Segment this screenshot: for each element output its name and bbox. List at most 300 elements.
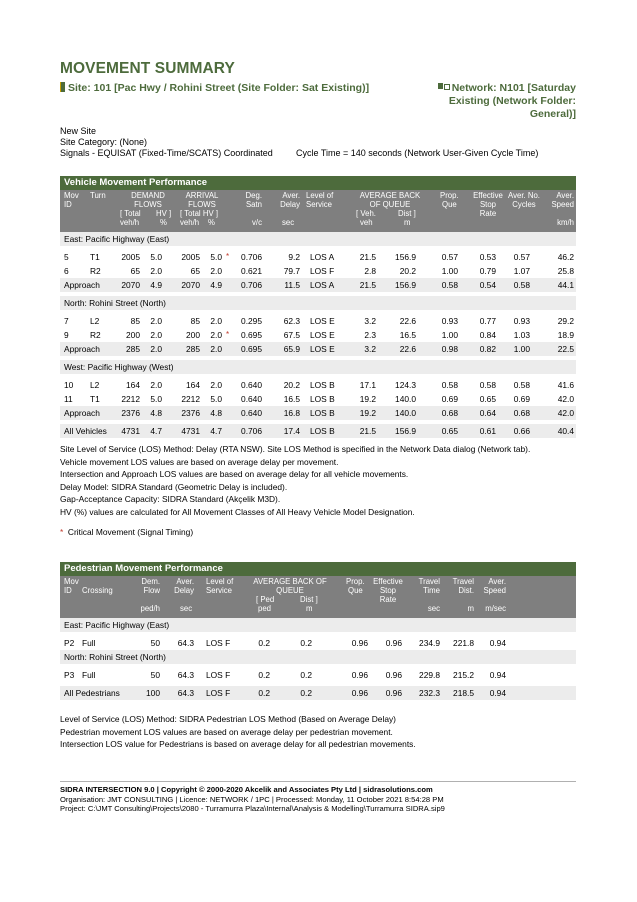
note-line: Vehicle movement LOS values are based on average delay per movement.	[60, 456, 339, 467]
ped-hdr-flow: Flow	[143, 586, 160, 595]
cell-prop: 0.65	[441, 426, 458, 436]
cell-delay: 62.3	[283, 316, 300, 326]
hdr-cycles: Cycles	[512, 200, 536, 209]
critical-star-icon: *	[60, 527, 64, 537]
cell-veh: 19.2	[359, 394, 376, 404]
signals-info: Signals - EQUISAT (Fixed-Time/SCATS) Coordinated	[60, 148, 273, 158]
cell-stop: 0.53	[479, 252, 496, 262]
hdr-demand-unit: veh/h	[120, 218, 140, 227]
cell-flow: 50	[150, 638, 160, 648]
cell-spd: 46.2	[557, 252, 574, 262]
cell-ahv: 2.0	[210, 266, 222, 276]
table-row	[60, 668, 576, 682]
cell-tdist: 215.2	[453, 670, 474, 680]
cell-veh: 19.2	[359, 408, 376, 418]
site-category: Site Category: (None)	[60, 137, 148, 147]
cell-at: 65	[190, 266, 200, 276]
cell-at: 285	[186, 344, 200, 354]
cell-dt: 4731	[121, 426, 140, 436]
cell-ahv: 2.0	[210, 330, 222, 340]
hdr-satn: Satn	[245, 200, 262, 209]
note-line: Level of Service (LOS) Method: SIDRA Pedestrian LOS Method (Based on Average Delay)	[60, 714, 396, 724]
cell-at: 85	[190, 316, 200, 326]
cell-prop: 0.96	[351, 638, 368, 648]
cell-los: LOS A	[310, 252, 335, 262]
network-label-line3: General)]	[529, 108, 576, 120]
cell-stop: 0.82	[479, 344, 496, 354]
ped-hdr-queue-ped: [ Ped	[256, 595, 275, 604]
hdr-demand: DEMAND	[131, 191, 165, 200]
cell-time: 229.8	[419, 670, 440, 680]
cell-dist: 0.2	[300, 670, 312, 680]
cell-ahv: 2.0	[210, 344, 222, 354]
cell-stop: 0.96	[385, 638, 402, 648]
hdr-speed-unit: km/h	[557, 218, 574, 227]
cell-dt: 85	[130, 316, 140, 326]
cell-stop: 0.61	[479, 426, 496, 436]
cell-id: 7	[64, 316, 69, 326]
ped-hdr-queue-m: m	[306, 604, 313, 613]
cell-cyc: 1.07	[513, 266, 530, 276]
cell-delay: 64.3	[177, 670, 194, 680]
table-row	[60, 250, 576, 264]
cell-cyc: 1.00	[513, 344, 530, 354]
cell-dt: 200	[126, 330, 140, 340]
cell-at: 200	[186, 330, 200, 340]
cell-at: 4731	[181, 426, 200, 436]
cell-dt: 164	[126, 380, 140, 390]
ped-hdr-queue-ped-unit: ped	[258, 604, 272, 613]
cell-dist: 20.2	[399, 266, 416, 276]
cell-vc: 0.706	[241, 280, 262, 290]
cell-cyc: 0.57	[513, 252, 530, 262]
cell-at: 164	[186, 380, 200, 390]
cell-dhv: 4.8	[150, 408, 162, 418]
cell-delay: 67.5	[283, 330, 300, 340]
vehicle-table-header	[60, 190, 576, 232]
critical-legend-label: Critical Movement (Signal Timing)	[67, 527, 194, 537]
hdr-delay-unit: sec	[282, 218, 295, 227]
cell-turn: R2	[90, 330, 101, 340]
cell-ped: 0.2	[258, 638, 270, 648]
cell-spd: 0.94	[489, 638, 506, 648]
cell-dist: 140.0	[395, 408, 416, 418]
note-line: Intersection LOS value for Pedestrians is based on average delay for all pedestrian movements.	[60, 739, 416, 750]
cell-ahv: 2.0	[210, 380, 222, 390]
cell-stop: 0.65	[479, 394, 496, 404]
cell-crossing: Full	[82, 670, 96, 680]
ped-hdr-crossing: Crossing	[82, 586, 113, 595]
table-row	[60, 328, 576, 342]
ped-hdr-travel-dist: Travel	[452, 577, 474, 586]
cell-veh: 21.5	[359, 280, 376, 290]
cell-id: P3	[64, 670, 75, 680]
cell-vc: 0.640	[241, 380, 262, 390]
cell-los: LOS E	[310, 344, 335, 354]
cell-id: All Pedestrians	[64, 688, 120, 698]
hdr-queue-dist: Dist ]	[398, 209, 416, 218]
footer	[60, 785, 445, 814]
cell-vc: 0.640	[241, 408, 262, 418]
cell-veh: 21.5	[359, 426, 376, 436]
cell-prop: 0.68	[441, 408, 458, 418]
cell-ahv: 2.0	[210, 316, 222, 326]
cell-ped: 0.2	[258, 688, 270, 698]
cell-delay: 20.2	[283, 380, 300, 390]
vehicle-notes	[60, 443, 530, 519]
hdr-arrival-flows: FLOWS	[188, 200, 216, 209]
cell-turn: T1	[90, 394, 100, 404]
cell-prop: 0.58	[441, 280, 458, 290]
cell-vc: 0.695	[241, 330, 262, 340]
network-label	[420, 82, 576, 121]
hdr-arrival: ARRIVAL	[185, 191, 219, 200]
cell-dt: 2070	[121, 280, 140, 290]
group-header: East: Pacific Highway (East)	[60, 618, 576, 632]
cell-dist: 22.6	[399, 316, 416, 326]
cell-stop: 0.54	[479, 280, 496, 290]
hdr-speed-aver: Aver.	[556, 191, 574, 200]
ped-hdr-id: ID	[64, 586, 72, 595]
cell-stop: 0.79	[479, 266, 496, 276]
cell-dhv: 4.7	[150, 426, 162, 436]
cell-prop: 0.69	[441, 394, 458, 404]
pedestrian-table-title: Pedestrian Movement Performance	[60, 562, 576, 576]
cell-id: P2	[64, 638, 75, 648]
cell-spd: 41.6	[557, 380, 574, 390]
cell-prop: 1.00	[441, 330, 458, 340]
cell-at: 2376	[181, 408, 200, 418]
cell-spd: 42.0	[557, 408, 574, 418]
ped-hdr-service: Service	[206, 586, 232, 595]
cell-id: 6	[64, 266, 69, 276]
ped-hdr-speed-aver: Aver.	[488, 577, 506, 586]
site-label	[60, 82, 369, 94]
hdr-aver-no: Aver. No.	[508, 191, 540, 200]
ped-hdr-que: Que	[348, 586, 363, 595]
cell-prop: 0.58	[441, 380, 458, 390]
cell-dhv: 2.0	[150, 330, 162, 340]
cell-dhv: 2.0	[150, 344, 162, 354]
ped-hdr-mov: Mov	[64, 577, 79, 586]
hdr-rate: Rate	[479, 209, 497, 218]
table-row	[60, 392, 576, 406]
cell-veh: 3.2	[364, 344, 376, 354]
vehicle-table-title: Vehicle Movement Performance	[60, 176, 576, 190]
hdr-demand-hv: HV ]	[156, 209, 172, 218]
group-header: East: Pacific Highway (East)	[60, 232, 576, 246]
cell-time: 234.9	[419, 638, 440, 648]
cell-dist: 156.9	[395, 252, 416, 262]
cell-id: 10	[64, 380, 74, 390]
network-label-line1: Network: N101 [Saturday	[451, 82, 576, 94]
cell-los: LOS F	[206, 688, 231, 698]
cell-at: 2070	[181, 280, 200, 290]
cell-delay: 64.3	[177, 688, 194, 698]
hdr-queue: AVERAGE BACK	[359, 191, 421, 200]
pedestrian-table	[60, 562, 576, 700]
table-row	[60, 314, 576, 328]
cell-turn: L2	[90, 380, 100, 390]
cell-spd: 25.8	[557, 266, 574, 276]
cell-dhv: 4.9	[150, 280, 162, 290]
hdr-demand-total: [ Total	[120, 209, 141, 218]
note-line: Pedestrian movement LOS values are based on average delay per pedestrian movement.	[60, 726, 393, 737]
cell-dist: 156.9	[395, 426, 416, 436]
cell-dhv: 2.0	[150, 266, 162, 276]
cell-delay: 79.7	[283, 266, 300, 276]
cell-cyc: 0.66	[513, 426, 530, 436]
group-header: West: Pacific Highway (West)	[60, 360, 576, 374]
cell-prop: 0.96	[351, 688, 368, 698]
cell-dist: 140.0	[395, 394, 416, 404]
cell-stop: 0.77	[479, 316, 496, 326]
table-row	[60, 636, 576, 650]
cell-ahv: 4.7	[210, 426, 222, 436]
ped-hdr-speed: Speed	[483, 586, 506, 595]
cell-veh: 2.3	[364, 330, 376, 340]
footer-line: Organisation: JMT CONSULTING | Licence: NETWORK / 1PC | Processed: Monday, 11 October 2021 8:54:28 PM	[60, 794, 444, 804]
ped-hdr-effective: Effective	[373, 577, 403, 586]
cell-delay: 64.3	[177, 638, 194, 648]
cell-tdist: 221.8	[453, 638, 474, 648]
critical-star-icon: *	[226, 252, 230, 261]
cell-dist: 0.2	[300, 638, 312, 648]
ped-hdr-queue-2: QUEUE	[276, 586, 304, 595]
cell-flow: 100	[146, 688, 160, 698]
hdr-demand-flows: FLOWS	[134, 200, 162, 209]
note-line: HV (%) values are calculated for All Movement Classes of All Heavy Vehicle Model Designation.	[60, 506, 415, 517]
note-line: Delay Model: SIDRA Standard (Geometric Delay is included).	[60, 481, 288, 492]
vehicle-table	[60, 176, 576, 438]
cell-veh: 17.1	[359, 380, 376, 390]
cell-at: 2212	[181, 394, 200, 404]
cell-stop: 0.58	[479, 380, 496, 390]
hdr-stop: Stop	[479, 200, 497, 209]
site-name: New Site	[60, 126, 97, 136]
site-label-text: Site: 101 [Pac Hwy / Rohini Street (Site Folder: Sat Existing)]	[68, 82, 370, 94]
ped-hdr-los: Level of	[206, 577, 234, 586]
cell-dt: 65	[130, 266, 140, 276]
cell-dist: 16.5	[399, 330, 416, 340]
group-header: North: Rohini Street (North)	[60, 296, 576, 310]
cell-vc: 0.295	[241, 316, 262, 326]
ped-hdr-delay-unit: sec	[180, 604, 193, 613]
cell-vc: 0.706	[241, 426, 262, 436]
hdr-mov: Mov	[64, 191, 79, 200]
hdr-arrival-pct: %	[208, 218, 215, 227]
cell-vc: 0.695	[241, 344, 262, 354]
cell-los: LOS F	[206, 670, 231, 680]
table-row	[60, 264, 576, 278]
pedestrian-table-body	[60, 618, 576, 700]
group-header: North: Rohini Street (North)	[60, 650, 576, 664]
cell-dist: 124.3	[395, 380, 416, 390]
cell-los: LOS B	[310, 426, 335, 436]
hdr-arrival-unit: veh/h	[180, 218, 200, 227]
cell-veh: 3.2	[364, 316, 376, 326]
cell-cyc: 0.58	[513, 280, 530, 290]
hdr-vc: v/c	[252, 218, 262, 227]
cell-prop: 0.93	[441, 316, 458, 326]
hdr-que: Que	[442, 200, 457, 209]
network-icon	[438, 83, 450, 90]
hdr-demand-pct: %	[160, 218, 167, 227]
pedestrian-table-header	[60, 576, 576, 618]
hdr-prop: Prop.	[440, 191, 459, 200]
network-label-line2: Existing (Network Folder:	[448, 95, 576, 107]
cell-spd: 22.5	[557, 344, 574, 354]
cell-dist: 156.9	[395, 280, 416, 290]
cell-cyc: 0.69	[513, 394, 530, 404]
cell-stop: 0.96	[385, 688, 402, 698]
cell-dt: 2212	[121, 394, 140, 404]
footer-divider	[60, 781, 576, 782]
cell-spd: 40.4	[557, 426, 574, 436]
cell-delay: 16.5	[283, 394, 300, 404]
cell-delay: 16.8	[283, 408, 300, 418]
cell-ahv: 4.8	[210, 408, 222, 418]
cell-prop: 0.96	[351, 670, 368, 680]
cell-veh: 21.5	[359, 252, 376, 262]
total-row	[60, 686, 576, 700]
cell-dt: 285	[126, 344, 140, 354]
cell-cyc: 0.58	[513, 380, 530, 390]
cell-los: LOS F	[206, 638, 231, 648]
cell-dist: 22.6	[399, 344, 416, 354]
hdr-deg: Deg.	[245, 191, 262, 200]
cell-cyc: 1.03	[513, 330, 530, 340]
cell-los: LOS B	[310, 408, 335, 418]
table-row	[60, 378, 576, 392]
ped-hdr-prop: Prop.	[346, 577, 365, 586]
vehicle-table-body	[60, 232, 576, 438]
cell-los: LOS B	[310, 380, 335, 390]
hdr-speed: Speed	[551, 200, 574, 209]
cell-vc: 0.706	[241, 252, 262, 262]
cell-delay: 9.2	[288, 252, 300, 262]
hdr-queue-veh-unit: veh	[360, 218, 373, 227]
ped-hdr-dist-unit: m	[467, 604, 474, 613]
approach-row	[60, 406, 576, 420]
ped-hdr-time: Time	[422, 586, 440, 595]
cell-cyc: 0.68	[513, 408, 530, 418]
cell-dhv: 5.0	[150, 252, 162, 262]
cell-dhv: 2.0	[150, 316, 162, 326]
hdr-los: Level of	[306, 191, 334, 200]
cell-spd: 18.9	[557, 330, 574, 340]
cell-ped: 0.2	[258, 670, 270, 680]
hdr-queue-2: OF QUEUE	[369, 200, 411, 209]
ped-hdr-aver: Aver.	[176, 577, 194, 586]
ped-hdr-flow-unit: ped/h	[140, 604, 160, 613]
hdr-id: ID	[64, 200, 72, 209]
cell-stop: 0.64	[479, 408, 496, 418]
cell-veh: 2.8	[364, 266, 376, 276]
cell-prop: 1.00	[441, 266, 458, 276]
cell-prop: 0.57	[441, 252, 458, 262]
cell-ahv: 5.0	[210, 394, 222, 404]
cell-dt: 2005	[121, 252, 140, 262]
cell-spd: 42.0	[557, 394, 574, 404]
cell-turn: L2	[90, 316, 100, 326]
cell-id: All Vehicles	[64, 426, 107, 436]
cell-id: 5	[64, 252, 69, 262]
hdr-turn: Turn	[90, 191, 106, 200]
ped-hdr-queue-dist: Dist ]	[300, 595, 318, 604]
hdr-delay: Delay	[280, 200, 300, 209]
cell-los: LOS A	[310, 280, 335, 290]
ped-hdr-travel: Travel	[418, 577, 440, 586]
cell-crossing: Full	[82, 638, 96, 648]
cell-los: LOS E	[310, 330, 335, 340]
ped-hdr-queue: AVERAGE BACK OF	[253, 577, 327, 586]
cell-los: LOS F	[310, 266, 335, 276]
cell-time: 232.3	[419, 688, 440, 698]
note-line: Gap-Acceptance Capacity: SIDRA Standard (Akçelik M3D).	[60, 494, 281, 505]
hdr-arrival-total: [ Total HV ]	[180, 209, 218, 218]
note-line: Intersection and Approach LOS values are based on average delay for all vehicle movements.	[60, 469, 409, 480]
note-line: Site Level of Service (LOS) Method: Delay (RTA NSW). Site LOS Method is specified in the Network Data dialog (Network tab).	[60, 444, 531, 454]
ped-hdr-speed-unit: m/sec	[485, 604, 506, 613]
hdr-aver: Aver.	[282, 191, 300, 200]
cell-cyc: 0.93	[513, 316, 530, 326]
cell-tdist: 218.5	[453, 688, 474, 698]
cell-id: Approach	[64, 344, 100, 354]
approach-row	[60, 278, 576, 292]
ped-hdr-dem: Dem.	[141, 577, 160, 586]
total-row	[60, 424, 576, 438]
cell-ahv: 4.9	[210, 280, 222, 290]
cell-id: Approach	[64, 280, 100, 290]
ped-hdr-stop: Stop	[379, 586, 397, 595]
cell-delay: 11.5	[284, 280, 300, 290]
critical-star-icon: *	[226, 330, 230, 339]
cell-los: LOS E	[310, 316, 335, 326]
ped-hdr-rate: Rate	[379, 595, 397, 604]
hdr-effective: Effective	[473, 191, 503, 200]
footer-line: SIDRA INTERSECTION 9.0 | Copyright © 2000-2020 Akcelik and Associates Pty Ltd | sidrasolutions.com	[60, 785, 433, 794]
cell-at: 2005	[181, 252, 200, 262]
cell-spd: 44.1	[557, 280, 574, 290]
cell-flow: 50	[150, 670, 160, 680]
cell-dhv: 2.0	[150, 380, 162, 390]
cell-dt: 2376	[121, 408, 140, 418]
cell-delay: 65.9	[283, 344, 300, 354]
cell-spd: 0.94	[489, 670, 506, 680]
critical-legend	[60, 526, 193, 539]
hdr-service: Service	[306, 200, 332, 209]
cell-los: LOS B	[310, 394, 335, 404]
cell-dist: 0.2	[300, 688, 312, 698]
cell-stop: 0.96	[385, 670, 402, 680]
hdr-queue-veh: [ Veh.	[356, 209, 376, 218]
ped-hdr-delay: Delay	[174, 586, 194, 595]
approach-row	[60, 342, 576, 356]
footer-line: Project: C:\JMT Consulting\Projects\2080 - Turramurra Plaza\Internal\Analysis & Modelling\Turramurra SIDRA.sip9	[60, 804, 445, 813]
ped-hdr-time-unit: sec	[427, 604, 440, 613]
site-icon	[60, 82, 65, 92]
cell-spd: 0.94	[489, 688, 506, 698]
cell-dhv: 5.0	[150, 394, 162, 404]
cell-turn: T1	[90, 252, 100, 262]
cell-id: 11	[64, 394, 73, 404]
cell-delay: 17.4	[283, 426, 300, 436]
cell-ahv: 5.0	[210, 252, 222, 262]
cell-spd: 29.2	[557, 316, 574, 326]
cycle-time: Cycle Time = 140 seconds (Network User-Given Cycle Time)	[296, 148, 539, 158]
cell-prop: 0.98	[441, 344, 458, 354]
